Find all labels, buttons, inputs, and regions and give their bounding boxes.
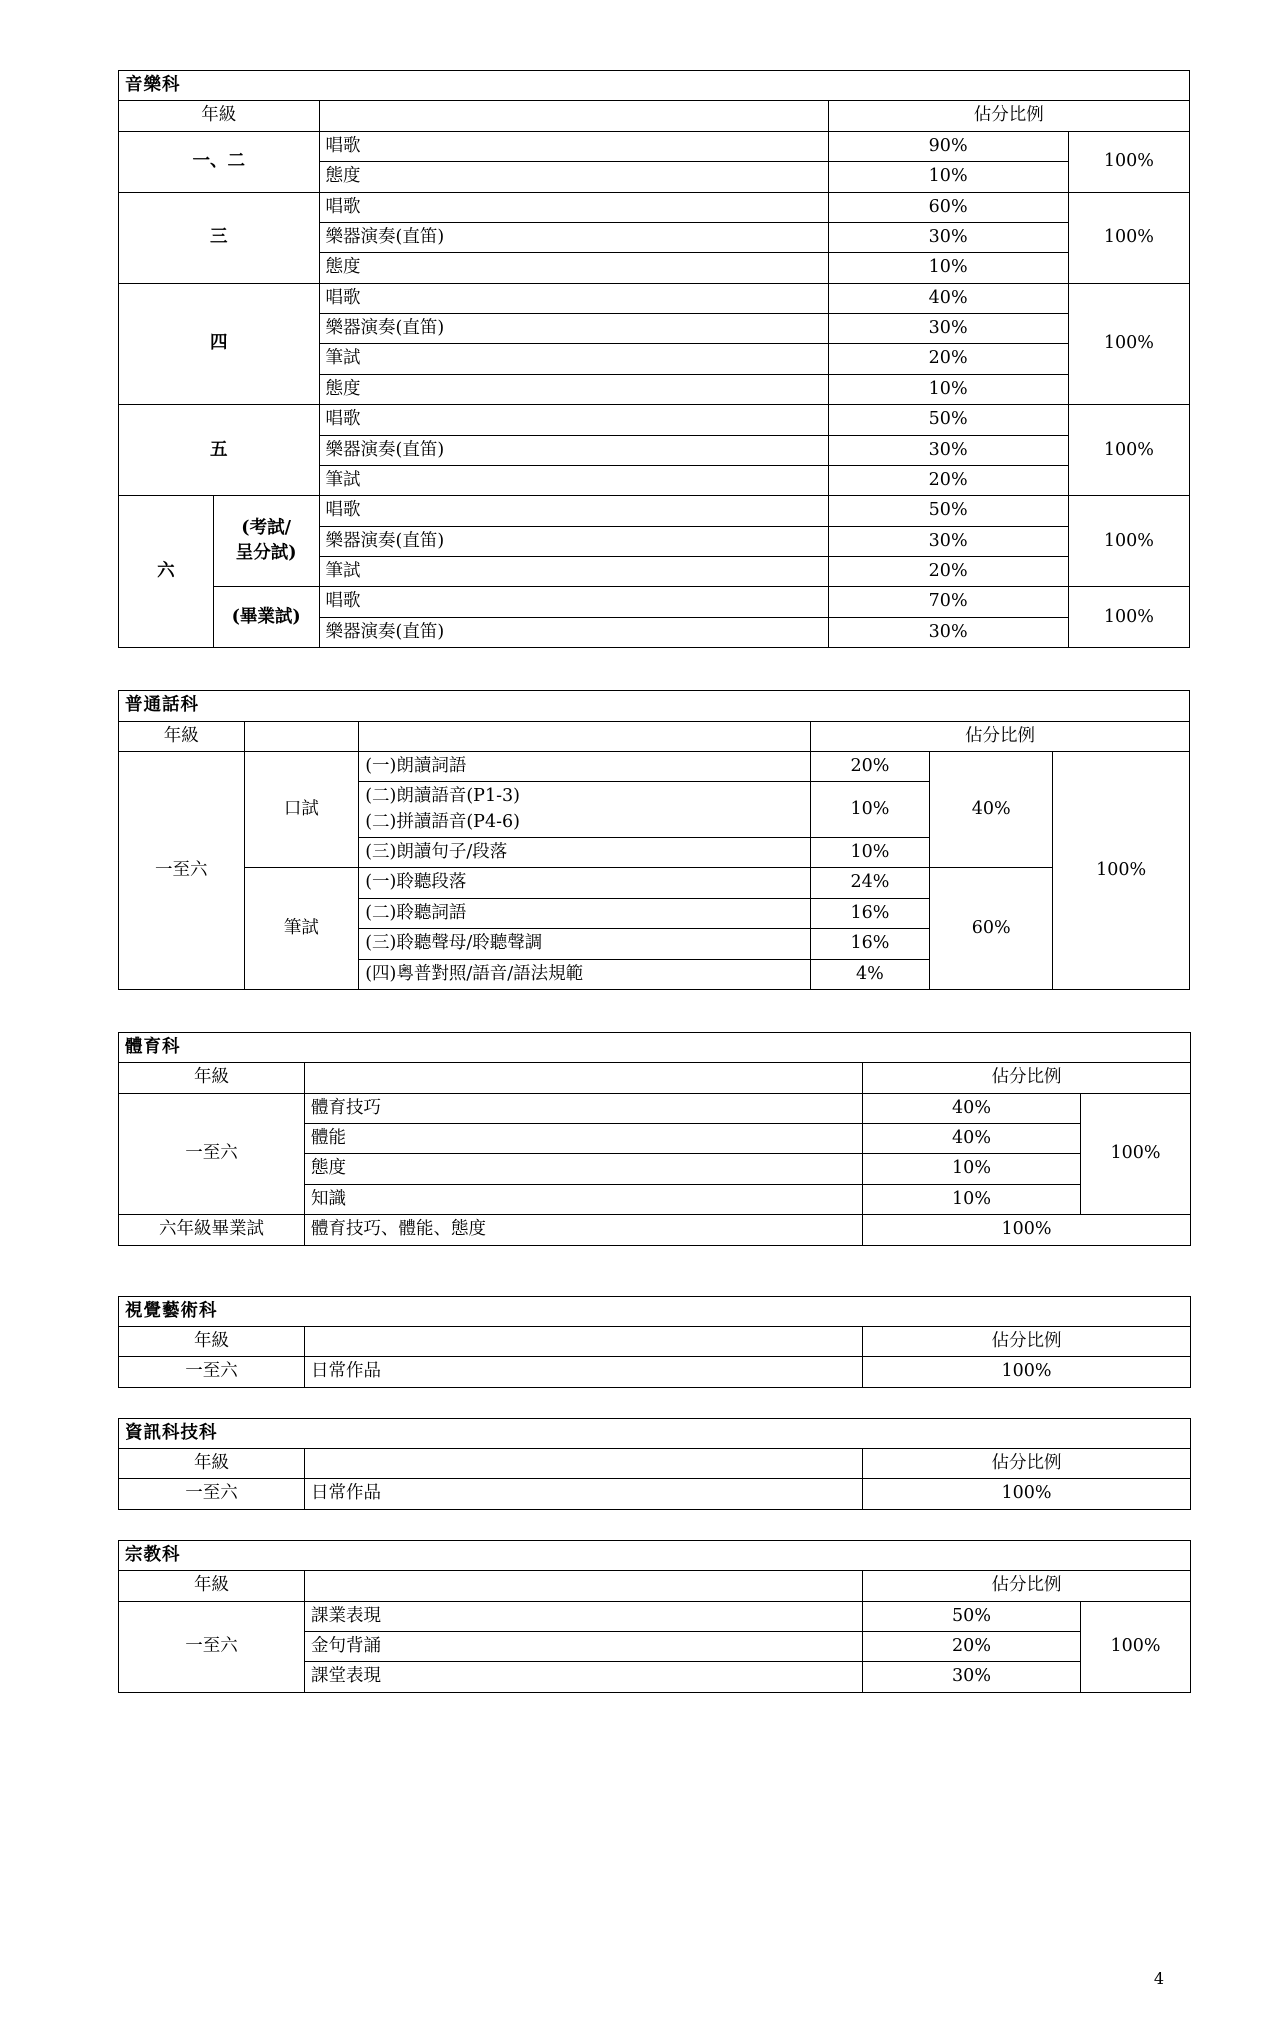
music-item: 唱歌 (319, 131, 828, 161)
grade-header: 年級 (119, 1063, 305, 1093)
visual-arts-grade: 一至六 (119, 1357, 305, 1387)
table-row (119, 71, 1190, 101)
religion-value: 50% (863, 1601, 1081, 1631)
putonghua-item: (三)朗讀句子/段落 (359, 838, 811, 868)
pe-title: 體育科 (119, 1032, 1191, 1062)
music-item: 筆試 (319, 344, 828, 374)
music-value: 50% (828, 405, 1068, 435)
it-value: 100% (863, 1479, 1191, 1509)
empty-cell (244, 721, 359, 751)
empty-cell (319, 101, 828, 131)
music-value: 30% (828, 222, 1068, 252)
table-row (119, 192, 1190, 222)
music-grade-5: 五 (119, 405, 320, 496)
putonghua-value: 16% (810, 929, 929, 959)
ratio-header: 佔分比例 (863, 1326, 1191, 1356)
spacer (118, 990, 1166, 1032)
table-row (119, 1479, 1191, 1509)
ratio-header: 佔分比例 (810, 721, 1189, 751)
music-item: 唱歌 (319, 405, 828, 435)
putonghua-written-total: 60% (929, 868, 1052, 990)
music-value: 30% (828, 526, 1068, 556)
music-item: 樂器演奏(直笛) (319, 222, 828, 252)
page-number: 4 (1153, 1969, 1164, 1988)
music-value: 30% (828, 314, 1068, 344)
pe-grad-value: 100% (863, 1215, 1191, 1245)
empty-cell (305, 1326, 863, 1356)
music-total-3: 100% (1068, 192, 1189, 283)
spacer (118, 648, 1166, 690)
putonghua-title: 普通話科 (119, 691, 1190, 721)
ratio-header: 佔分比例 (863, 1449, 1191, 1479)
visual-arts-title: 視覺藝術科 (119, 1296, 1191, 1326)
putonghua-value: 4% (810, 959, 929, 989)
table-row (119, 405, 1190, 435)
table-row (119, 691, 1190, 721)
table-row (119, 1357, 1191, 1387)
grade-header: 年級 (119, 101, 320, 131)
table-row (119, 1418, 1191, 1448)
putonghua-value: 10% (810, 782, 929, 838)
music-sub-grad: (畢業試) (213, 587, 319, 648)
religion-value: 20% (863, 1631, 1081, 1661)
music-grade-3: 三 (119, 192, 320, 283)
table-row (119, 721, 1190, 751)
pe-grad-item: 體育技巧、體能、態度 (305, 1215, 863, 1245)
music-total-12: 100% (1068, 131, 1189, 192)
music-total-4: 100% (1068, 283, 1189, 405)
pe-value: 10% (863, 1154, 1081, 1184)
religion-grade: 一至六 (119, 1601, 305, 1692)
putonghua-oral-total: 40% (929, 751, 1052, 868)
empty-cell (305, 1063, 863, 1093)
table-music (118, 70, 1190, 648)
music-grade-12: 一、二 (119, 131, 320, 192)
putonghua-item: (四)粵普對照/語音/語法規範 (359, 959, 811, 989)
pe-item: 體育技巧 (305, 1093, 863, 1123)
religion-value: 30% (863, 1662, 1081, 1692)
music-sub-exam-line1: (考試/ (241, 517, 291, 538)
music-item: 態度 (319, 253, 828, 283)
putonghua-value: 20% (810, 751, 929, 781)
music-total-6b: 100% (1068, 587, 1189, 648)
music-value: 10% (828, 253, 1068, 283)
it-item: 日常作品 (305, 1479, 863, 1509)
table-row (119, 1063, 1191, 1093)
music-item: 態度 (319, 162, 828, 192)
music-value: 20% (828, 465, 1068, 495)
table-row (119, 751, 1190, 781)
table-row (119, 1601, 1191, 1631)
music-grade-6: 六 (119, 496, 214, 648)
table-row (119, 587, 1190, 617)
putonghua-oral-label: 口試 (244, 751, 359, 868)
putonghua-item: (一)朗讀詞語 (359, 751, 811, 781)
putonghua-item: (一)聆聽段落 (359, 868, 811, 898)
empty-cell (305, 1449, 863, 1479)
table-religion (118, 1540, 1191, 1693)
putonghua-item: (三)聆聽聲母/聆聽聲調 (359, 929, 811, 959)
pe-value: 40% (863, 1093, 1081, 1123)
table-row (119, 1032, 1191, 1062)
music-value: 60% (828, 192, 1068, 222)
putonghua-value: 10% (810, 838, 929, 868)
music-item: 樂器演奏(直笛) (319, 617, 828, 647)
putonghua-value: 16% (810, 898, 929, 928)
music-value: 70% (828, 587, 1068, 617)
it-grade: 一至六 (119, 1479, 305, 1509)
pe-grad-label: 六年級畢業試 (119, 1215, 305, 1245)
spacer (118, 1388, 1166, 1418)
music-value: 10% (828, 374, 1068, 404)
music-value: 20% (828, 344, 1068, 374)
pe-value: 40% (863, 1124, 1081, 1154)
table-it (118, 1418, 1191, 1510)
table-row (119, 1326, 1191, 1356)
table-row (119, 101, 1190, 131)
ratio-header: 佔分比例 (863, 1063, 1191, 1093)
visual-arts-value: 100% (863, 1357, 1191, 1387)
music-item: 筆試 (319, 557, 828, 587)
music-sub-exam (213, 496, 319, 587)
music-item: 態度 (319, 374, 828, 404)
religion-item: 課業表現 (305, 1601, 863, 1631)
it-title: 資訊科技科 (119, 1418, 1191, 1448)
grade-header: 年級 (119, 1326, 305, 1356)
pe-item: 態度 (305, 1154, 863, 1184)
table-row (119, 1093, 1191, 1123)
table-row (119, 1540, 1191, 1570)
music-value: 90% (828, 131, 1068, 161)
music-value: 50% (828, 496, 1068, 526)
pe-item: 知識 (305, 1184, 863, 1214)
table-putonghua (118, 690, 1190, 990)
spacer (118, 1510, 1166, 1540)
music-sub-exam-line2: 呈分試) (235, 543, 297, 564)
music-item: 樂器演奏(直笛) (319, 526, 828, 556)
table-visual-arts (118, 1296, 1191, 1388)
music-grade-4: 四 (119, 283, 320, 405)
table-row (119, 868, 1190, 898)
table-row (119, 1296, 1191, 1326)
pe-item: 體能 (305, 1124, 863, 1154)
ratio-header: 佔分比例 (863, 1571, 1191, 1601)
music-item: 樂器演奏(直笛) (319, 435, 828, 465)
table-row (119, 1449, 1191, 1479)
music-value: 30% (828, 617, 1068, 647)
putonghua-item-line2: (二)拼讀語音(P4-6) (365, 811, 520, 832)
music-value: 20% (828, 557, 1068, 587)
pe-total: 100% (1081, 1093, 1191, 1215)
music-item: 樂器演奏(直笛) (319, 314, 828, 344)
putonghua-written-label: 筆試 (244, 868, 359, 990)
music-item: 唱歌 (319, 283, 828, 313)
table-row (119, 283, 1190, 313)
music-value: 10% (828, 162, 1068, 192)
table-pe (118, 1032, 1191, 1246)
music-title: 音樂科 (119, 71, 1190, 101)
table-row (119, 1571, 1191, 1601)
empty-cell (305, 1571, 863, 1601)
religion-total: 100% (1081, 1601, 1191, 1692)
music-value: 30% (828, 435, 1068, 465)
putonghua-value: 24% (810, 868, 929, 898)
grade-header: 年級 (119, 1571, 305, 1601)
visual-arts-item: 日常作品 (305, 1357, 863, 1387)
music-item: 唱歌 (319, 496, 828, 526)
spacer (118, 1246, 1166, 1296)
music-value: 40% (828, 283, 1068, 313)
putonghua-item-line1: (二)朗讀語音(P1-3) (365, 786, 520, 807)
music-total-6a: 100% (1068, 496, 1189, 587)
empty-cell (359, 721, 811, 751)
ratio-header: 佔分比例 (828, 101, 1189, 131)
pe-grade: 一至六 (119, 1093, 305, 1215)
grade-header: 年級 (119, 721, 245, 751)
table-row (119, 1215, 1191, 1245)
putonghua-item: (二)聆聽詞語 (359, 898, 811, 928)
music-item: 筆試 (319, 465, 828, 495)
religion-item: 金句背誦 (305, 1631, 863, 1661)
religion-item: 課堂表現 (305, 1662, 863, 1692)
religion-title: 宗教科 (119, 1540, 1191, 1570)
grade-header: 年級 (119, 1449, 305, 1479)
table-row (119, 131, 1190, 161)
table-row (119, 496, 1190, 526)
music-item: 唱歌 (319, 192, 828, 222)
putonghua-total: 100% (1053, 751, 1190, 989)
music-total-5: 100% (1068, 405, 1189, 496)
pe-value: 10% (863, 1184, 1081, 1214)
putonghua-grade: 一至六 (119, 751, 245, 989)
putonghua-item (359, 782, 811, 838)
music-item: 唱歌 (319, 587, 828, 617)
